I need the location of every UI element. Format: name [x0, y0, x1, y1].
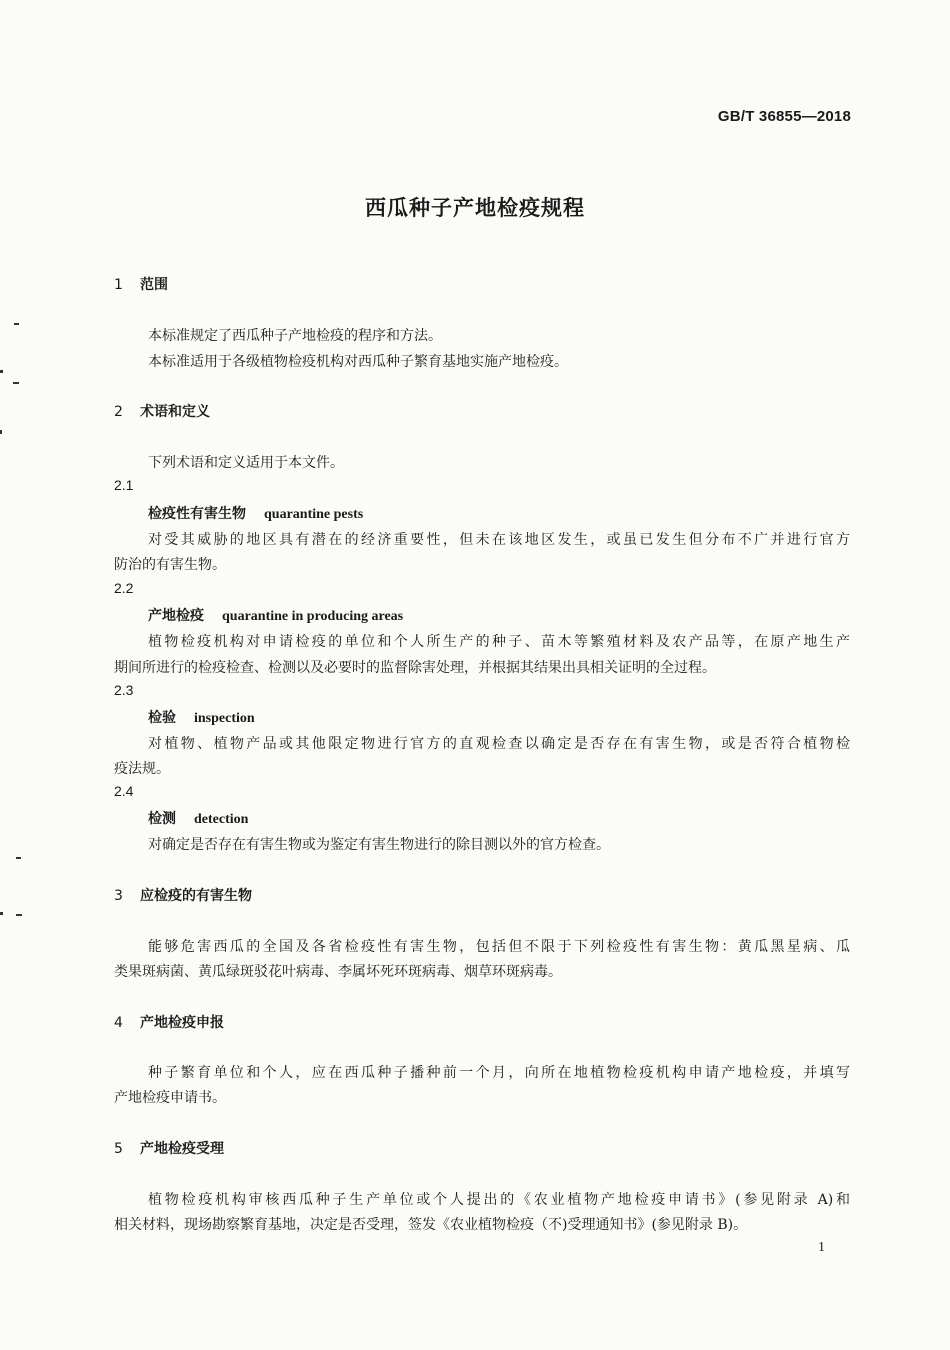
section-1-heading	[114, 274, 168, 294]
standard-code: GB/T 36855—2018	[717, 108, 851, 125]
term-zh: 检测	[148, 811, 176, 827]
paragraph-line: 相关材料，现场勘察繁育基地，决定是否受理，签发《农业植物检疫（不)受理通知书》(参见附录 B)。	[114, 1217, 748, 1233]
section-title: 范围	[140, 277, 168, 293]
section-4-heading	[114, 1012, 224, 1032]
scan-mark	[16, 914, 22, 916]
scan-mark	[0, 370, 3, 373]
section-title: 产地检疫申报	[140, 1015, 224, 1031]
term-definition-line: 疫法规。	[114, 761, 170, 777]
scan-mark	[16, 857, 21, 859]
scan-mark	[14, 323, 19, 325]
section-title: 应检疫的有害生物	[140, 888, 252, 904]
paragraph-line: 能够危害西瓜的全国及各省检疫性有害生物，包括但不限于下列检疫性有害生物：黄瓜黑星病、瓜	[148, 939, 850, 955]
term-definition-line: 期间所进行的检疫检查、检测以及必要时的监督除害处理，并根据其结果出具相关证明的全过程。	[114, 660, 716, 676]
section-3-heading	[114, 885, 252, 905]
paragraph: 下列术语和定义适用于本文件。	[148, 455, 344, 471]
term-definition-line: 对确定是否存在有害生物或为鉴定有害生物进行的除目测以外的官方检查。	[148, 837, 610, 853]
paragraph: 本标准规定了西瓜种子产地检疫的程序和方法。	[148, 328, 442, 344]
section-2-heading	[114, 401, 210, 421]
scan-mark	[0, 912, 3, 915]
term-definition-line: 对受其威胁的地区具有潜在的经济重要性，但未在该地区发生，或虽已发生但分布不广并进行官方	[148, 532, 850, 548]
section-number: 5	[114, 1141, 123, 1157]
section-number: 1	[114, 277, 123, 293]
paragraph: 本标准适用于各级植物检疫机构对西瓜种子繁育基地实施产地检疫。	[148, 354, 568, 370]
section-number: 3	[114, 888, 123, 904]
term-number: 2.2	[114, 580, 134, 596]
paragraph-line: 产地检疫申请书。	[114, 1090, 226, 1106]
section-number: 2	[114, 404, 123, 420]
scan-mark	[13, 382, 19, 384]
term-en: quarantine pests	[264, 507, 364, 522]
section-number: 4	[114, 1015, 123, 1031]
term-definition-line: 防治的有害生物。	[114, 557, 226, 573]
section-title: 术语和定义	[140, 404, 210, 420]
term-entry	[148, 707, 255, 727]
section-5-heading	[114, 1138, 224, 1158]
term-zh: 检疫性有害生物	[148, 506, 246, 522]
term-entry	[148, 808, 248, 828]
term-en: detection	[194, 812, 249, 827]
page-number: 1	[818, 1240, 825, 1255]
paragraph-line: 类果斑病菌、黄瓜绿斑驳花叶病毒、李属坏死环斑病毒、烟草环斑病毒。	[114, 964, 562, 980]
term-number: 2.3	[114, 682, 134, 698]
section-title: 产地检疫受理	[140, 1141, 224, 1157]
term-en: inspection	[194, 711, 255, 726]
paragraph-line: 植物检疫机构审核西瓜种子生产单位或个人提出的《农业植物产地检疫申请书》(参见附录 A)和	[148, 1192, 850, 1208]
term-number: 2.1	[114, 477, 134, 493]
term-definition-line: 植物检疫机构对申请检疫的单位和个人所生产的种子、苗木等繁殖材料及农产品等，在原产地生产	[148, 634, 850, 650]
term-entry	[148, 605, 403, 625]
scan-mark	[0, 430, 2, 434]
document-title: 西瓜种子产地检疫规程	[365, 196, 585, 220]
term-definition-line: 对植物、植物产品或其他限定物进行官方的直观检查以确定是否存在有害生物，或是否符合植物检	[148, 736, 850, 752]
paragraph-line: 种子繁育单位和个人，应在西瓜种子播种前一个月，向所在地植物检疫机构申请产地检疫，并填写	[148, 1065, 850, 1081]
term-zh: 产地检疫	[148, 608, 204, 624]
term-number: 2.4	[114, 783, 134, 799]
term-zh: 检验	[148, 710, 176, 726]
term-entry	[148, 503, 363, 523]
term-en: quarantine in producing areas	[222, 609, 404, 624]
